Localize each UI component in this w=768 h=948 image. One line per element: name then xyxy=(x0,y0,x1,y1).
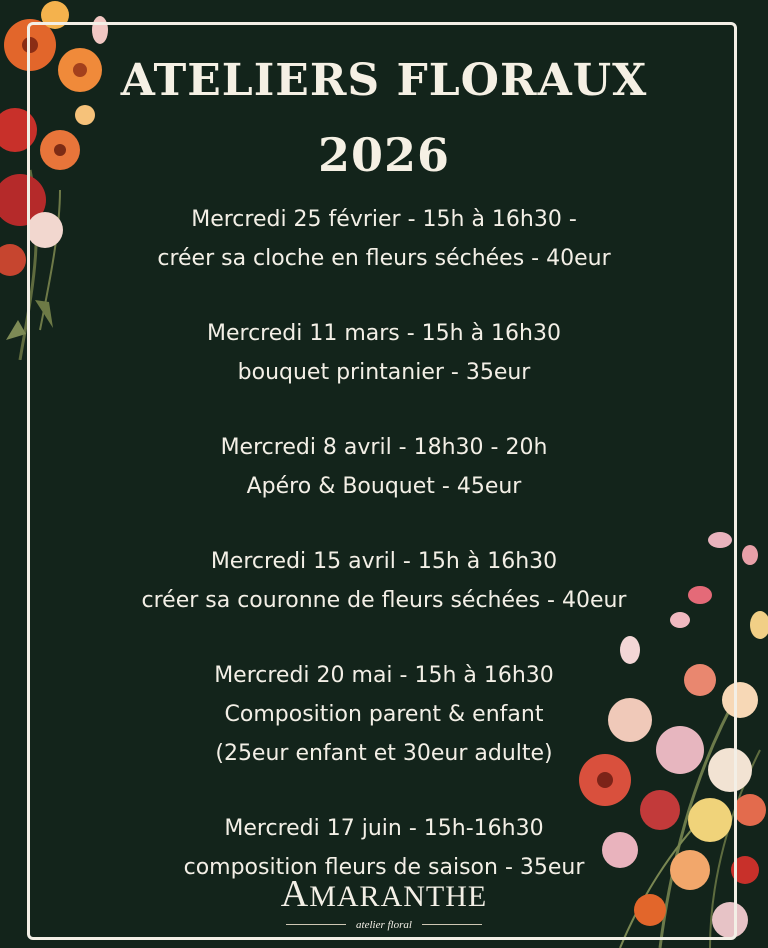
workshop-price-note: (25eur enfant et 30eur adulte) xyxy=(215,741,553,766)
workshop-details: composition fleurs de saison - 35eur xyxy=(183,855,585,880)
brand-subtitle-row xyxy=(0,915,768,933)
workshop-details: Apéro & Bouquet - 45eur xyxy=(246,474,522,499)
poster-year: 2026 xyxy=(317,128,451,182)
brand-name-rest: MARANTHE xyxy=(309,880,488,913)
workshop-date: Mercredi 17 juin - 15h-16h30 xyxy=(224,816,544,841)
workshop-item xyxy=(0,200,768,278)
brand-name xyxy=(0,873,768,915)
workshop-item xyxy=(0,428,768,506)
workshop-date: Mercredi 15 avril - 15h à 16h30 xyxy=(210,549,558,574)
poster-title: ATELIERS FLORAUX xyxy=(120,55,648,106)
brand-initial: A xyxy=(280,873,310,915)
workshop-details: bouquet printanier - 35eur xyxy=(237,360,531,385)
divider xyxy=(422,924,482,925)
brand-logo xyxy=(0,873,768,933)
workshop-item xyxy=(0,656,768,773)
workshop-date: Mercredi 20 mai - 15h à 16h30 xyxy=(214,663,554,688)
workshop-date: Mercredi 8 avril - 18h30 - 20h xyxy=(220,435,548,460)
brand-subtitle: atelier floral xyxy=(356,919,412,931)
divider xyxy=(286,924,346,925)
workshop-list xyxy=(0,200,768,923)
workshop-date: Mercredi 11 mars - 15h à 16h30 xyxy=(206,321,561,346)
workshop-item xyxy=(0,314,768,392)
workshop-date: Mercredi 25 février - 15h à 16h30 - xyxy=(191,207,577,232)
workshop-details: créer sa couronne de fleurs séchées - 40eur xyxy=(141,588,627,613)
workshop-details: créer sa cloche en fleurs séchées - 40eur xyxy=(157,246,611,271)
workshop-item xyxy=(0,542,768,620)
workshop-details: Composition parent & enfant xyxy=(224,702,544,727)
